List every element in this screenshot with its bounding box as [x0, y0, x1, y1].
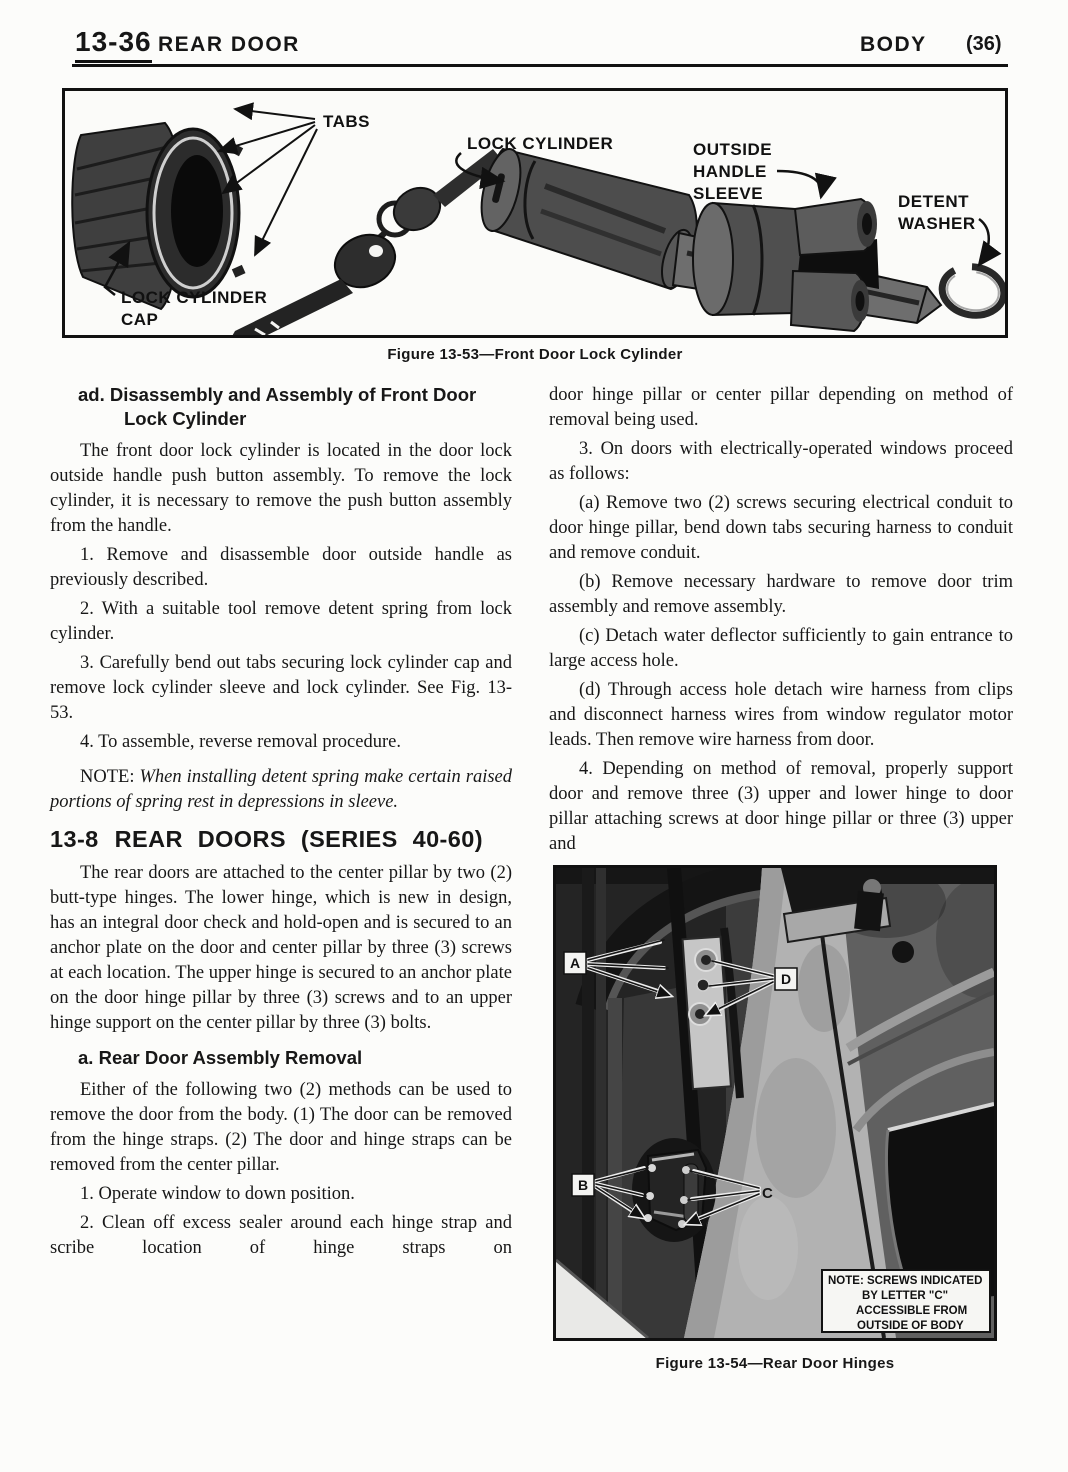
heading-ad: [78, 383, 512, 431]
header-page-number: (36): [966, 33, 1002, 55]
removal-step-2: 2. Clean off excess sealer around each hinge strap and scribe location of hinge straps on: [50, 1213, 512, 1258]
note-text: When installing detent spring make certain raised portions of spring rest in depressions in sleeve.: [50, 767, 512, 812]
heading-ad-text: Disassembly and Assembly of Front Door Lock Cylinder: [109, 384, 477, 429]
outside-handle-sleeve-drawing: [693, 199, 879, 331]
tabs-label: TABS: [323, 112, 371, 131]
callout-c: C: [762, 1185, 773, 1202]
paragraph-rear-doors: The rear doors are attached to the center pillar by two (2) butt-type hinges. The lower hinge, which is new in design, has an integral door check and hold-open and is secured to an anchor plate on the door and center pillar by three (3) screws at each location. The upper hinge is secured to an anchor plate on the door hinge pillar by three (3) screws and to an upper hinge support on the center pillar by three (3) bolts.: [50, 863, 512, 1033]
step-1: 1. Remove and disassemble door outside handle as previously described.: [50, 545, 512, 590]
heading-a-letter: a.: [78, 1047, 94, 1068]
step-4: 4. To assemble, reverse removal procedure.: [80, 732, 401, 752]
substep-c: (c) Detach water deflector sufficiently to gain entrance to large access hole.: [549, 626, 1013, 671]
heading-a: [78, 1046, 512, 1070]
callout-a: A: [569, 955, 581, 971]
heading-ad-letter: ad.: [78, 384, 105, 405]
detent-washer-drawing: [938, 262, 1005, 320]
outside-handle-sleeve-label-3: SLEEVE: [693, 184, 764, 203]
detent-washer-label-1: DETENT: [898, 192, 969, 211]
note-label: NOTE:: [80, 767, 135, 787]
paragraph-methods: Either of the following two (2) methods can be used to remove the door from the body. (1) The door can be removed from the hinge straps. (2) The door and hinge straps can be removed from the center pillar.: [50, 1080, 512, 1175]
figure-13-54: [553, 865, 997, 1341]
outside-handle-sleeve-label-2: HANDLE: [693, 162, 767, 181]
lock-cylinder-diagram: [65, 91, 1005, 335]
section-title: REAR DOORS (SERIES 40-60): [114, 826, 483, 852]
photo-note-box: [822, 1270, 990, 1332]
keys-drawing: [227, 149, 503, 335]
substep-a: (a) Remove two (2) screws securing electrical conduit to door hinge pillar, bend down tabs securing harness to conduit and remove conduit.: [549, 493, 1013, 563]
paragraph-continuation: door hinge pillar or center pillar depending on method of removal being used.: [549, 385, 1013, 430]
paragraph-intro: The front door lock cylinder is located in the door lock outside handle push button assembly. To remove the lock cylinder, it is necessary to remove the push button assembly from the handle.: [50, 441, 512, 536]
callout-d: D: [780, 971, 792, 987]
step-3-electric: 3. On doors with electrically-operated windows proceed as follows:: [549, 439, 1013, 484]
heading-a-text: Rear Door Assembly Removal: [98, 1047, 363, 1068]
figure-13-53-caption: Figure 13-53—Front Door Lock Cylinder: [387, 346, 683, 363]
section-number: 13-8: [50, 826, 99, 852]
photo-note-line-3: ACCESSIBLE FROM: [856, 1305, 968, 1317]
lock-cylinder-label: LOCK CYLINDER: [467, 134, 614, 153]
header-section-code: 13-36: [75, 26, 152, 63]
right-column: [549, 383, 1013, 1376]
figure-13-54-caption: Figure 13-54—Rear Door Hinges: [655, 1355, 895, 1372]
detent-washer-label-2: WASHER: [898, 214, 976, 233]
step-2: 2. With a suitable tool remove detent spring from lock cylinder.: [50, 599, 512, 644]
removal-step-1: 1. Operate window to down position.: [80, 1184, 355, 1204]
section-heading-13-8: [50, 825, 512, 853]
figure-13-53: [62, 88, 1008, 338]
lock-cylinder-cap-label-1: LOCK CYLINDER: [121, 288, 268, 307]
photo-note-line-4: OUTSIDE OF BODY: [857, 1320, 964, 1332]
substep-b: (b) Remove necessary hardware to remove door trim assembly and remove assembly.: [549, 572, 1013, 617]
photo-background: [556, 868, 994, 1338]
callout-b: B: [577, 1177, 589, 1193]
photo-note-line-1: NOTE: SCREWS INDICATED: [828, 1275, 983, 1287]
rear-door-hinges-photo: [556, 868, 994, 1338]
step-3: 3. Carefully bend out tabs securing lock cylinder cap and remove lock cylinder sleeve and lock cylinder. See Fig. 13-53.: [50, 653, 512, 723]
substep-d: (d) Through access hole detach wire harness from clips and disconnect harness wires from window regulator motor leads. Then remove wire harness from door.: [549, 680, 1013, 750]
header-section-title: REAR DOOR: [158, 33, 300, 56]
note-paragraph: [50, 765, 512, 815]
step-4-support: 4. Depending on method of removal, properly support door and remove three (3) upper and lower hinge to door pillar attaching screws at door hinge pillar or three (3) upper and: [549, 759, 1013, 854]
header-rule: [72, 64, 1008, 67]
photo-note-line-2: BY LETTER "C": [862, 1290, 949, 1302]
outside-handle-sleeve-label-1: OUTSIDE: [693, 140, 773, 159]
lock-cylinder-cap-label-2: CAP: [121, 310, 159, 329]
left-column: [50, 383, 512, 1265]
header-book-title: BODY: [860, 33, 927, 56]
